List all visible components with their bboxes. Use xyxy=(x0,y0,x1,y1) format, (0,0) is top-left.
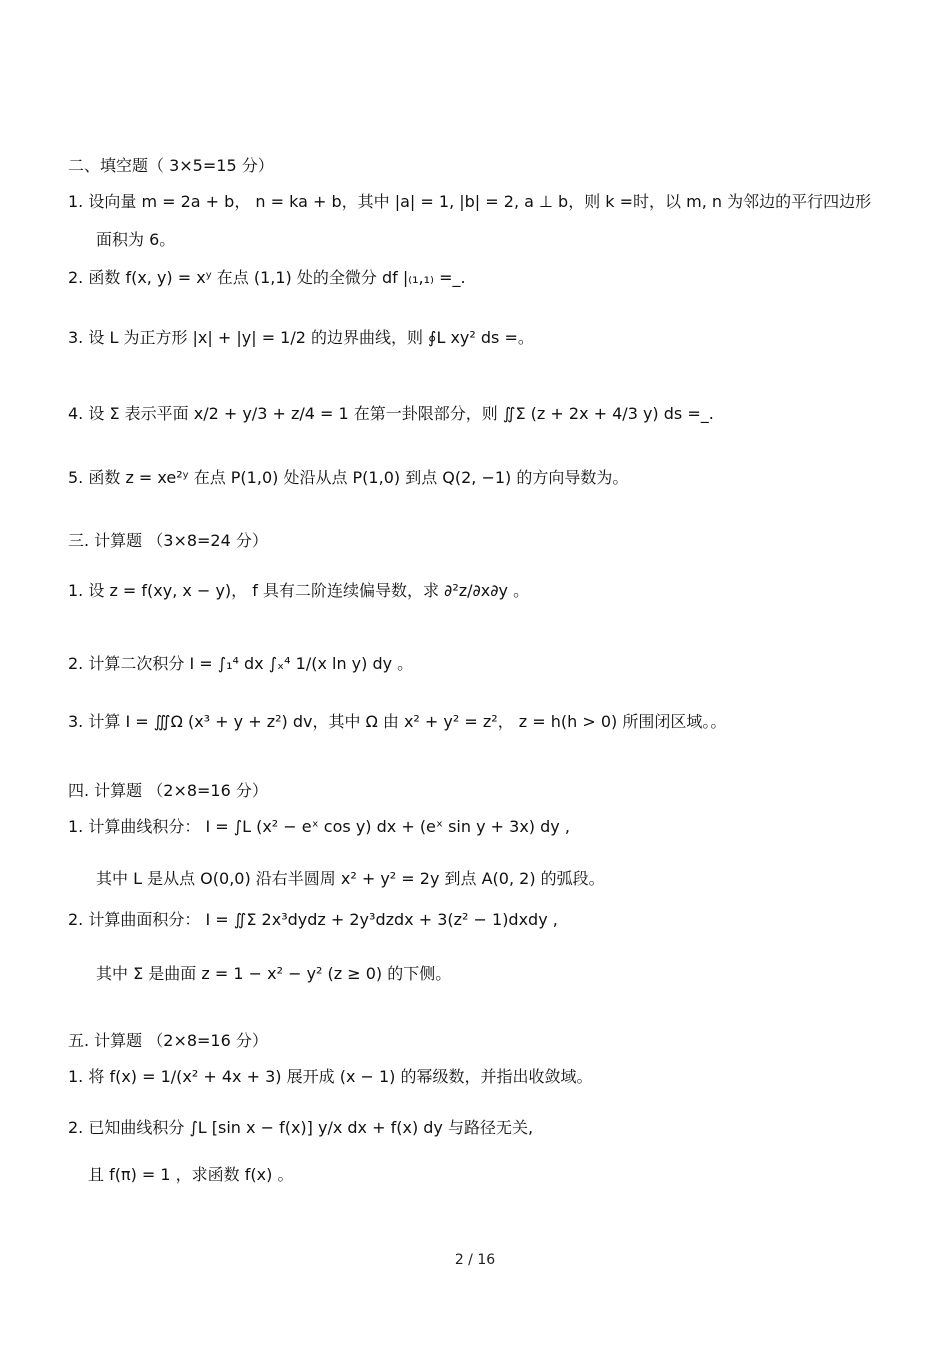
section-heading-fill-blank: 二、填空题（ 3×5=15 分） xyxy=(68,156,274,175)
question-4-1: 1. 计算曲线积分： I = ∫L (x² − eˣ cos y) dx + (eˣ sin y + 3x) dy , xyxy=(68,817,570,836)
question-2-4: 4. 设 Σ 表示平面 x/2 + y/3 + z/4 = 1 在第一卦限部分，则 ∬Σ (z + 2x + 4/3 y) ds =_. xyxy=(68,404,714,423)
section-heading-calc-5: 五. 计算题 （2×8=16 分） xyxy=(68,1031,268,1050)
question-5-2-cont: 且 f(π) = 1 ，求函数 f(x) 。 xyxy=(88,1165,294,1184)
question-5-1: 1. 将 f(x) = 1/(x² + 4x + 3) 展开成 (x − 1) 的幂级数，并指出收敛域。 xyxy=(68,1067,593,1086)
question-2-5: 5. 函数 z = xe²ʸ 在点 P(1,0) 处沿从点 P(1,0) 到点 Q(2, −1) 的方向导数为。 xyxy=(68,468,629,487)
section-heading-calc-3: 三. 计算题 （3×8=24 分） xyxy=(68,531,268,550)
question-4-1-cont: 其中 L 是从点 O(0,0) 沿右半圆周 x² + y² = 2y 到点 A(0, 2) 的弧段。 xyxy=(96,869,605,888)
question-2-1-cont: 面积为 6。 xyxy=(96,230,176,249)
question-2-2: 2. 函数 f(x, y) = xʸ 在点 (1,1) 处的全微分 df |₍₁,₁₎ =_. xyxy=(68,268,466,287)
section-heading-calc-4: 四. 计算题 （2×8=16 分） xyxy=(68,781,268,800)
question-3-2: 2. 计算二次积分 I = ∫₁⁴ dx ∫ₓ⁴ 1/(x ln y) dy 。 xyxy=(68,654,414,673)
question-5-2: 2. 已知曲线积分 ∫L [sin x − f(x)] y/x dx + f(x) dy 与路径无关, xyxy=(68,1118,534,1137)
question-2-3: 3. 设 L 为正方形 |x| + |y| = 1/2 的边界曲线，则 ∮L xy² ds =。 xyxy=(68,328,534,347)
page-number: 2 / 16 xyxy=(454,1252,496,1268)
question-4-2: 2. 计算曲面积分： I = ∬Σ 2x³dydz + 2y³dzdx + 3(z² − 1)dxdy , xyxy=(68,910,558,929)
question-3-1: 1. 设 z = f(xy, x − y)， f 具有二阶连续偏导数，求 ∂²z/∂x∂y 。 xyxy=(68,581,530,600)
question-2-1: 1. 设向量 m = 2a + b， n = ka + b，其中 |a| = 1, |b| = 2, a ⊥ b，则 k =时，以 m, n 为邻边的平行四边形 xyxy=(68,192,872,211)
question-3-3: 3. 计算 I = ∭Ω (x³ + y + z²) dv，其中 Ω 由 x² + y² = z²， z = h(h > 0) 所围闭区域。。 xyxy=(68,712,727,731)
question-4-2-cont: 其中 Σ 是曲面 z = 1 − x² − y² (z ≥ 0) 的下侧。 xyxy=(96,964,452,983)
